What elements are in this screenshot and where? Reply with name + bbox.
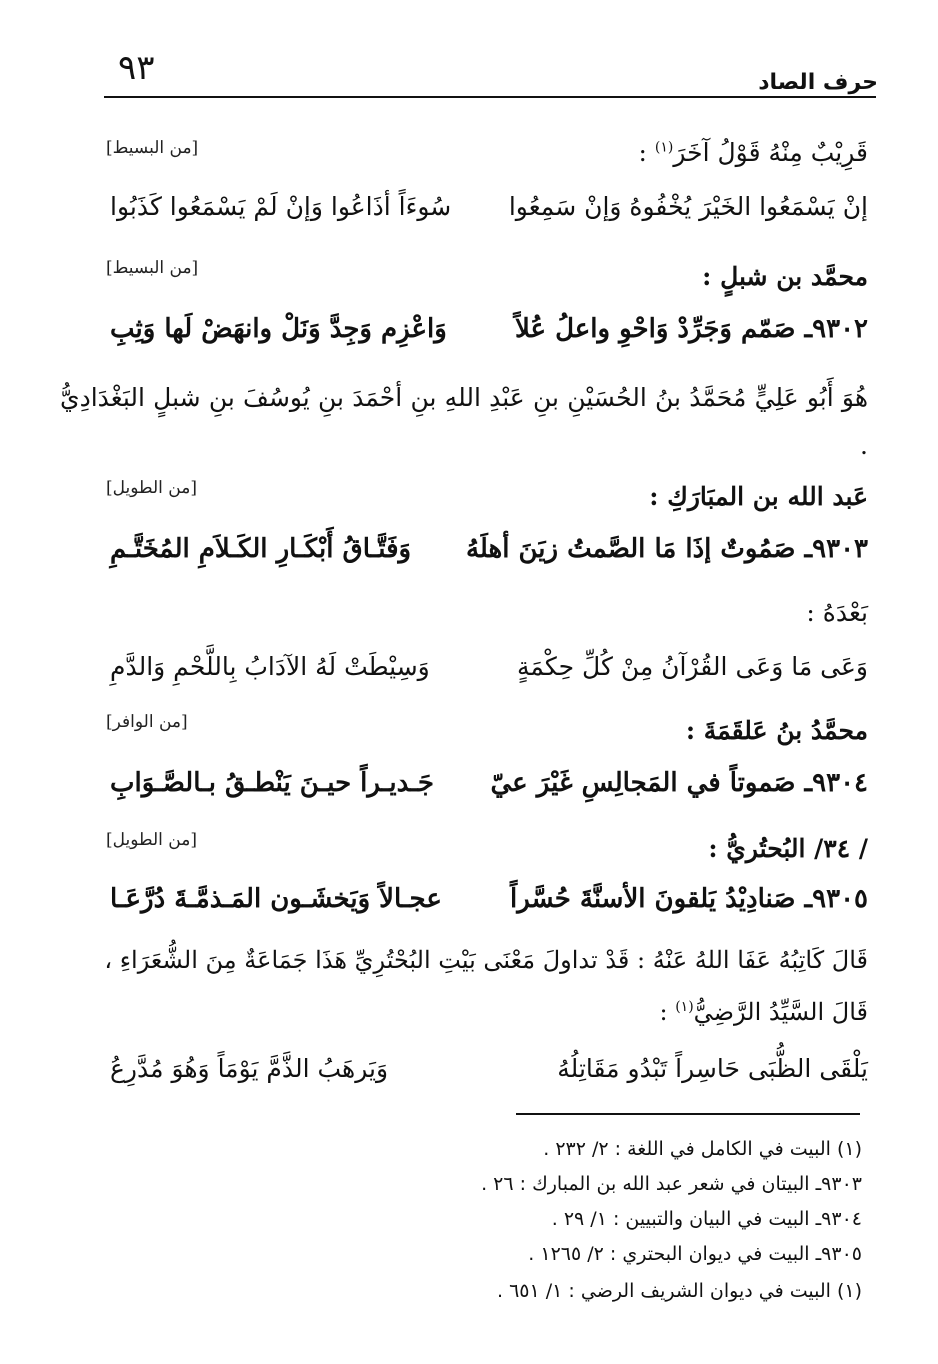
footnote-ref: (١) — [675, 999, 694, 1015]
verse-hemistich-1: إنْ يَسْمَعُوا الخَيْرَ يُخْفُوهُ وَإنْ سَمِعُوا — [508, 192, 868, 221]
verse-hemistich-2: وَسِيْطَتْ لَهُ الآدَابُ بِاللَّحْمِ وَالدَّمِ — [110, 652, 430, 681]
footnote: ٩٣٠٣ـ البيتان في شعر عبد الله بن المبارك : ٢٦ . — [481, 1173, 862, 1195]
note-text: قَالَ السَّيِّدُ الرَّضِيُّ — [693, 998, 868, 1026]
meter-label: [من البسيط] — [106, 258, 199, 278]
verse-text: صَمُوتٌ إذَا مَا الصَّمتُ زيَنَ أهلَهُ — [465, 534, 796, 564]
intro-line — [639, 138, 869, 167]
meter-label: [من الطويل] — [106, 478, 197, 498]
verse-number: ٩٣٠٢ـ — [804, 314, 868, 344]
verse-text: صَنادِيْدُ يَلقونَ الأسنَّةَ حُسَّراً — [510, 884, 796, 914]
verse-hemistich-1 — [466, 534, 868, 564]
footnote-rule — [516, 1113, 860, 1115]
meter-label: [من الطويل] — [106, 830, 197, 850]
running-title: حرف الصاد — [758, 70, 878, 95]
meter-label: [من البسيط] — [106, 138, 199, 158]
footnote: (١) البيت في الكامل في اللغة : ٢/ ٢٣٢ . — [543, 1138, 862, 1160]
footnote-ref: (١) — [654, 139, 674, 156]
meter-label: [من الوافر] — [106, 712, 188, 732]
footnote: (١) البيت في ديوان الشريف الرضي : ١/ ٦٥١ . — [496, 1280, 862, 1302]
verse-number: ٩٣٠٥ـ — [804, 884, 868, 914]
continuation-label: بَعْدَهُ : — [806, 598, 868, 627]
verse-hemistich-2: وَفَتَّـاقُ أَبْكَـارِ الكَـلاَمِ المُخَتَّـمِ — [110, 534, 412, 564]
verse-text: صَموتاً في المَجالِسِ غَيْرَ عيّ — [490, 768, 796, 798]
page-number: ٩٣ — [118, 48, 155, 88]
biography-note: هُوَ أَبُو عَلِيٍّ مُحَمَّدُ بنُ الحُسَيْنِ بنِ عَبْدِ اللهِ بنِ أحْمَدَ بنِ يُوسُفَ بنِ شبلٍ البَغْدَادِيُّ . — [60, 383, 868, 460]
note-colon: : — [659, 998, 676, 1026]
footnote: ٩٣٠٤ـ البيت في البيان والتبيين : ١/ ٢٩ . — [551, 1208, 862, 1230]
verse-text: صَمّم وَجَرِّدْ وَاحْوِ واعلُ عُلاً — [514, 314, 796, 344]
editor-note-cont — [659, 998, 868, 1026]
verse-hemistich-2: وَاعْزِم وَجِدَّ وَنَلْ وانهَضْ لَها وَثِبِ — [110, 314, 447, 344]
poet-name: / ٣٤/ البُحتُريُّ : — [708, 834, 868, 863]
header-rule — [104, 96, 876, 98]
verse-hemistich-1: وَعَى مَا وَعَى القُرْآنُ مِنْ كُلِّ حِكْمَةٍ — [516, 652, 868, 681]
poet-name: عَبد الله بن المبَارَكِ : — [649, 482, 868, 511]
verse-hemistich-1 — [515, 314, 868, 344]
verse-hemistich-1 — [491, 768, 868, 798]
footnote: ٩٣٠٥ـ البيت في ديوان البحتري : ٢/ ١٢٦٥ . — [528, 1243, 862, 1265]
intro-text: قَرِيْبٌ مِنْهُ قَوْلُ آخَرَ — [673, 138, 868, 167]
poet-name: محمَّد بن شبلٍ : — [702, 262, 868, 291]
intro-colon: : — [638, 138, 655, 167]
verse-hemistich-1: يَلْقَى الظُّبَى حَاسِراً تَبْدُو مَقَاتِلُهُ — [557, 1054, 868, 1083]
verse-hemistich-2: وَيَرهَبُ الذَّمَّ يَوْمَاً وَهُوَ مُدَّرِعُ — [110, 1054, 389, 1083]
verse-hemistich-1 — [510, 884, 868, 914]
verse-number: ٩٣٠٤ـ — [804, 768, 868, 798]
verse-number: ٩٣٠٣ـ — [804, 534, 868, 564]
verse-hemistich-2: عجـالاً وَيَخشَـون المَـذمَّـةَ دُرَّعَـا — [110, 884, 442, 914]
editor-note: قَالَ كَاتِبُهُ عَفَا اللهُ عَنْهُ : قَدْ تداولَ مَعْنَى بَيْتِ البُحْتُرِيِّ هَذَا جَمَاعَةٌ مِنَ الشُّعَرَاءِ ، — [104, 946, 868, 974]
verse-hemistich-2: سُوءَاً أذَاعُوا وَإنْ لَمْ يَسْمَعُوا كَذَبُوا — [110, 192, 452, 221]
verse-hemistich-2: جَـديـراً حيـنَ يَنْطـقُ بـالصَّـوَابِ — [110, 768, 434, 798]
poet-name: محمَّدُ بنُ عَلقَمَةَ : — [685, 716, 868, 745]
